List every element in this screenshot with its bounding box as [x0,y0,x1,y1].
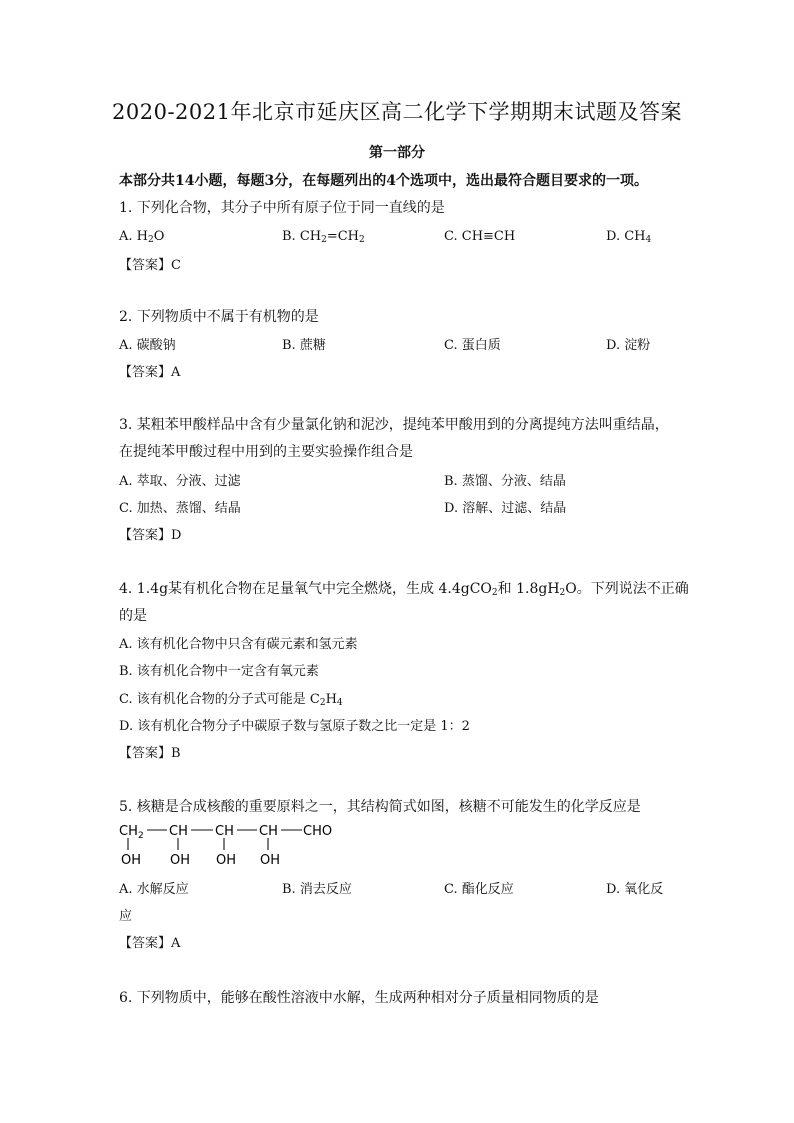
question-4-answer: 【答案】B [119,746,181,761]
question-2-answer: 【答案】A [119,365,181,380]
question-1-option-c: C. CH≡CH [444,229,516,244]
ribose-structure-svg [119,820,339,868]
structure-atom-c3: CH [215,824,234,839]
question-1-option-d [606,229,651,244]
question-6-stem: 6. 下列物质中，能够在酸性溶液中水解，生成两种相对分子质量相同物质的是 [119,990,599,1006]
question-5-option-d: D. 氧化反 [606,882,664,897]
question-4-option-c [119,688,343,707]
question-1-answer: 【答案】C [119,258,181,273]
question-5-answer: 【答案】A [119,936,181,951]
question-4-option-d: D. 该有机化合物分子中碳原子数与氢原子数之比一定是 1：2 [119,719,470,734]
question-4-option-b: B. 该有机化合物中一定含有氧元素 [119,664,319,679]
structure-group-oh: OH [121,853,142,868]
question-3-option-d: D. 溶解、过滤、结晶 [444,501,567,516]
option-text: O [153,229,165,244]
option-text: A. H [119,229,148,244]
subscript: 2 [559,588,566,598]
question-3-answer: 【答案】D [119,528,182,543]
subscript: 2 [491,588,498,598]
question-3-option-b: B. 蒸馏、分液、结晶 [444,474,566,489]
page-title: 2020-2021年北京市延庆区高二化学下学期期末试题及答案 [112,100,682,124]
subscript: 2 [321,235,327,245]
question-3-option-c: C. 加热、蒸馏、结晶 [119,501,241,516]
option-text: H [325,692,337,707]
question-3-stem-line-2: 在提纯苯甲酸过程中用到的主要实验操作组合是 [119,444,413,460]
question-5-stem: 5. 核糖是合成核酸的重要原料之一，其结构简式如图，核糖不可能发生的化学反应是 [119,799,641,815]
option-text: B. CH [282,229,322,244]
question-2-option-c: C. 蛋白质 [444,338,501,353]
structure-group-oh: OH [216,853,237,868]
question-3-stem-line-1: 3. 某粗苯甲酸样品中含有少量氯化钠和泥沙，提纯苯甲酸用到的分离提纯方法叫重结晶， [119,417,669,433]
question-2-option-a: A. 碳酸钠 [119,338,176,353]
question-5-option-b: B. 消去反应 [282,882,352,897]
question-2-stem: 2. 下列物质中不属于有机物的是 [119,309,319,325]
question-1-option-a [119,229,164,244]
option-text: C. 该有机化合物的分子式可能是 C [119,692,320,707]
option-text: =CH [326,229,360,244]
stem-text: O。下列说法不正确 [565,581,689,597]
stem-text: 4. 1.4g某有机化合物在足量氧气中完全燃烧，生成 4.4gCO [119,581,492,597]
subscript: 2 [359,235,365,245]
subscript: 4 [645,235,652,245]
section-instructions: 本部分共14小题，每题3分，在每题列出的4个选项中，选出最符合题目要求的一项。 [119,173,648,189]
structure-atom-cho: CHO [303,824,333,839]
subscript: 4 [336,698,343,708]
question-1-option-b [282,229,365,244]
question-4-option-a: A. 该有机化合物中只含有碳元素和氢元素 [119,637,358,652]
question-5-option-a: A. 水解反应 [119,882,189,897]
question-2-option-d: D. 淀粉 [606,338,651,353]
structure-atom-c1-sub: 2 [138,831,144,841]
stem-text: 和 1.8gH [497,581,560,597]
question-4-stem-line-2: 的是 [119,608,147,624]
structure-atom-c2: CH [169,824,188,839]
question-2-option-b: B. 蔗糖 [282,338,326,353]
option-text: D. CH [606,229,646,244]
question-3-option-a: A. 萃取、分液、过滤 [119,474,241,489]
subscript: 2 [319,698,326,708]
section-title: 第一部分 [369,145,425,161]
question-5-option-d-wrap: 应 [119,909,133,924]
structure-atom-c1: CH [119,824,138,839]
structure-group-oh: OH [170,853,191,868]
question-4-stem-line-1 [119,578,689,598]
structure-atom-c4: CH [259,824,278,839]
structure-group-oh: OH [260,853,281,868]
question-1-stem: 1. 下列化合物，其分子中所有原子位于同一直线的是 [119,200,445,216]
subscript: 2 [148,235,154,245]
question-5-option-c: C. 酯化反应 [444,882,514,897]
ribose-structure-diagram [119,820,339,868]
